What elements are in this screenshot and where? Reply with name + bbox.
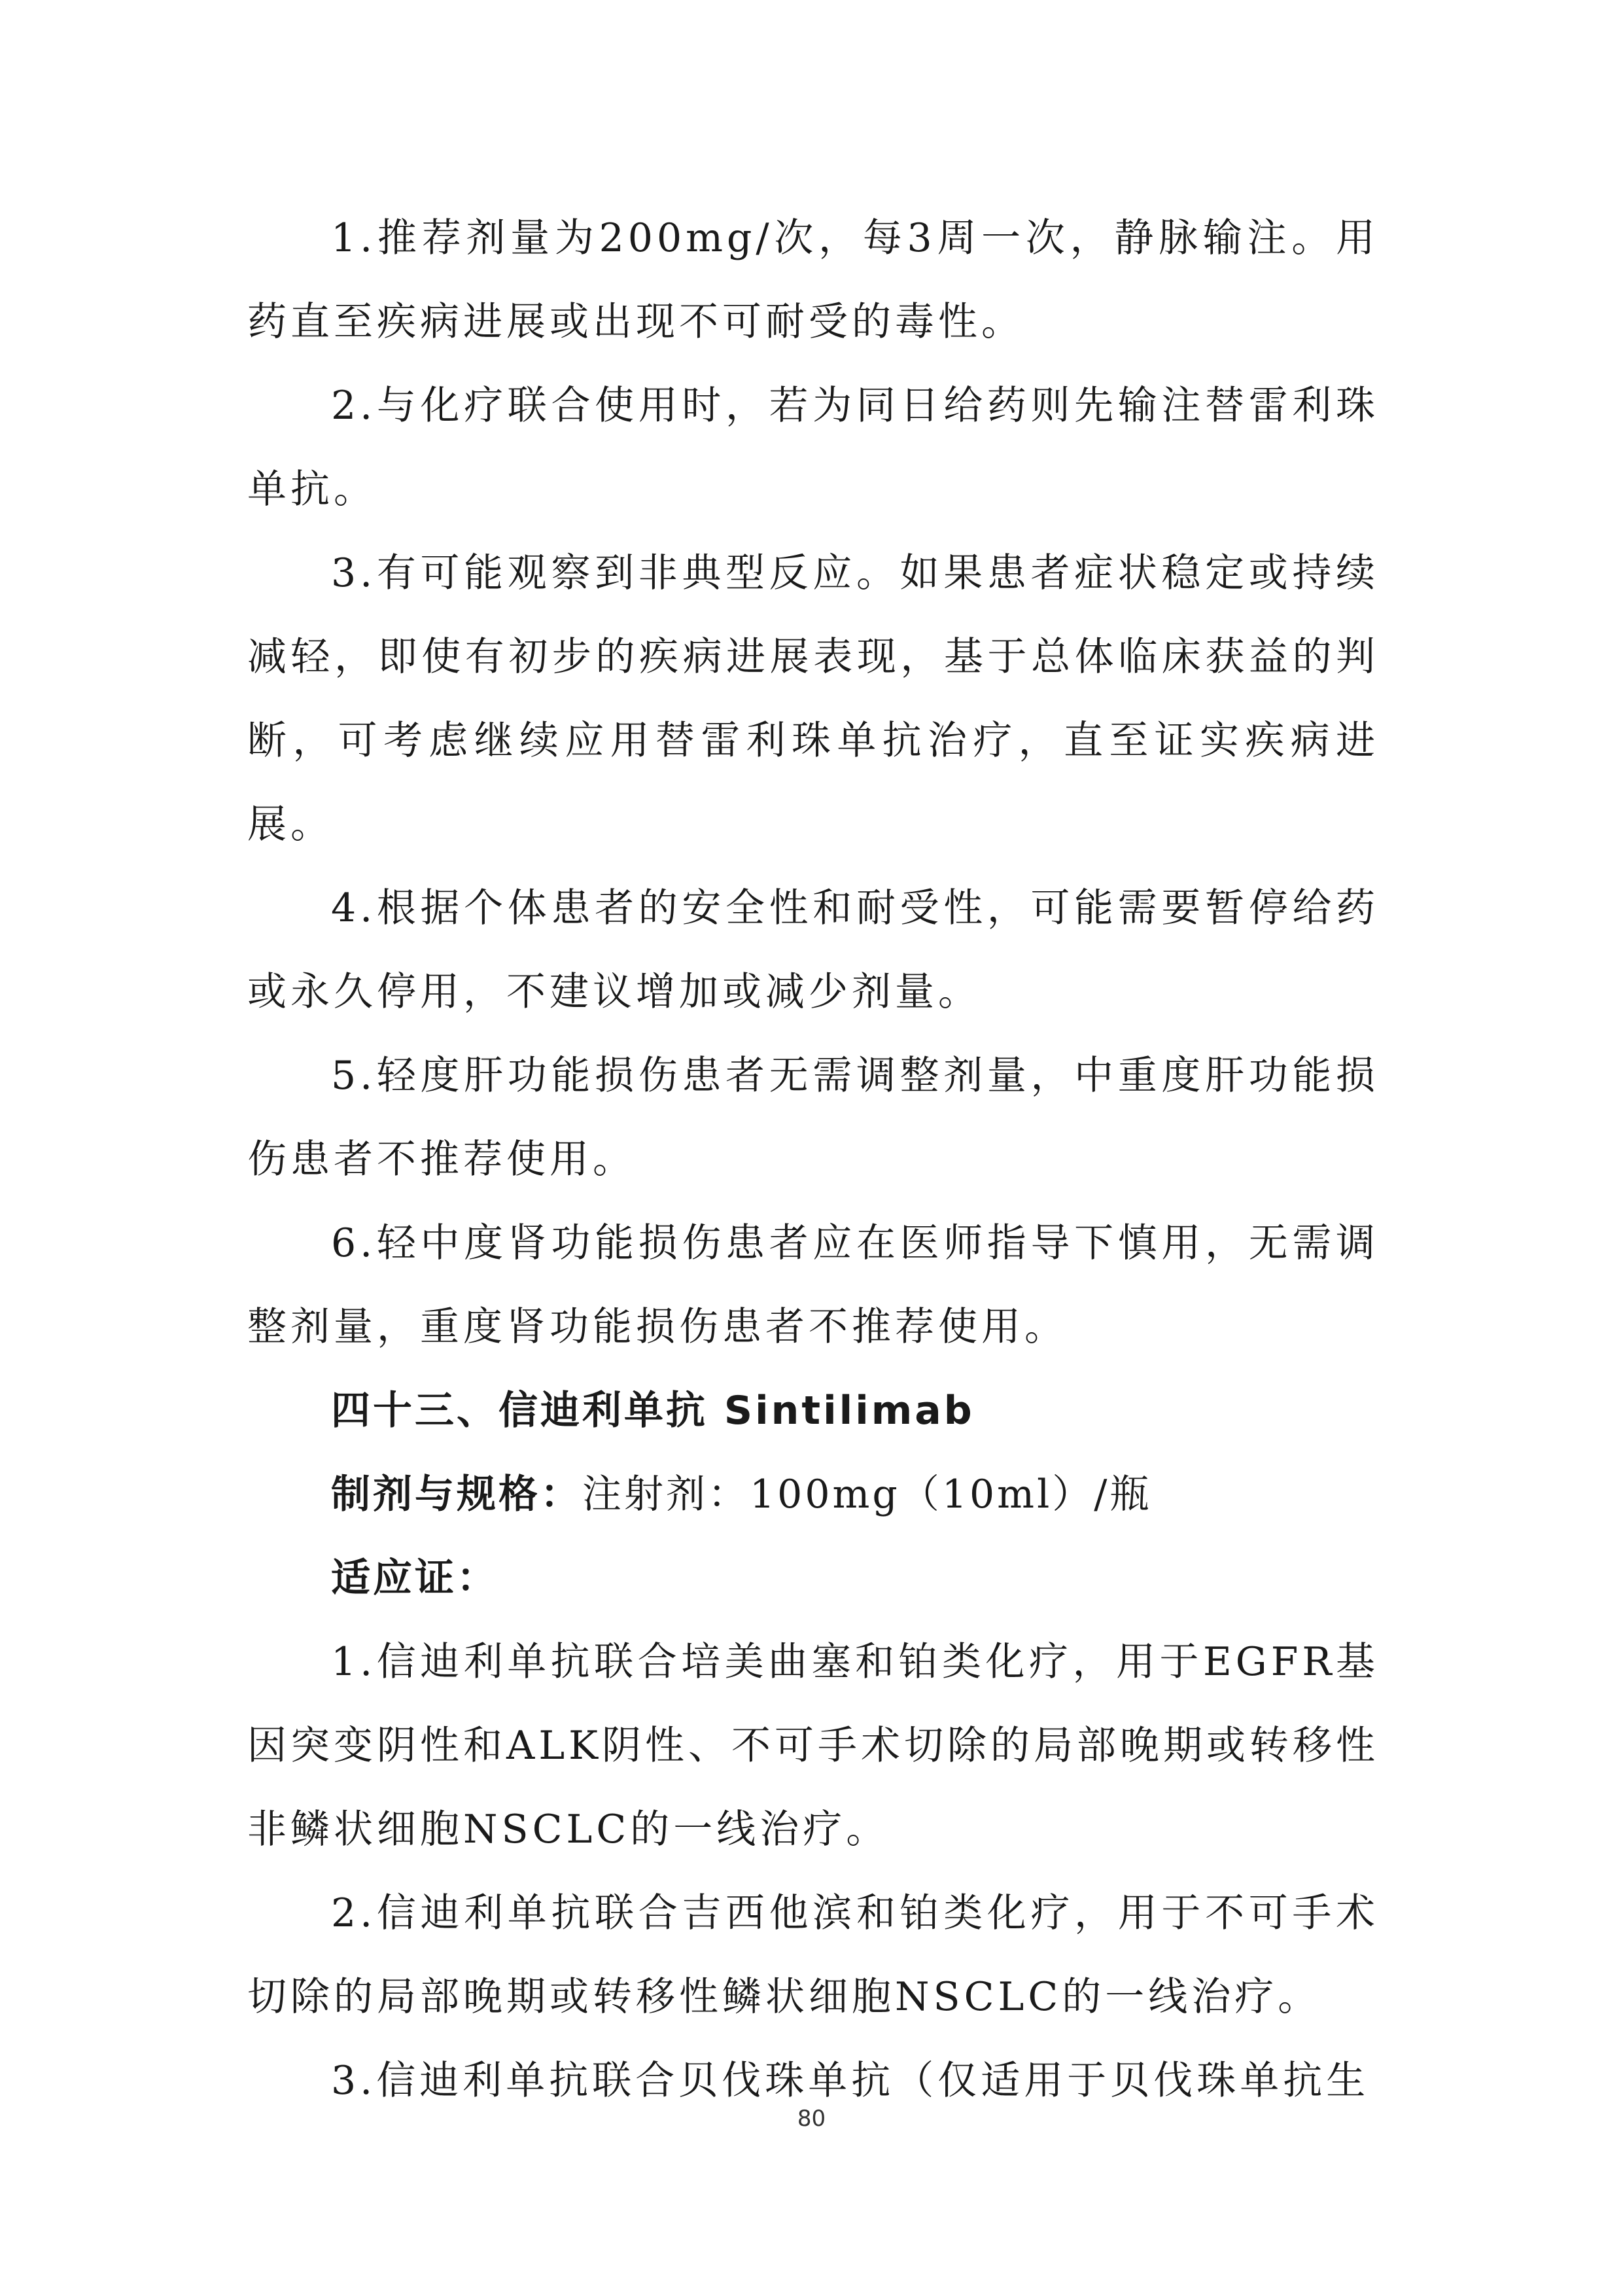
- indication-item-3: 3.信迪利单抗联合贝伐珠单抗（仅适用于贝伐珠单抗生: [331, 2058, 1370, 2104]
- dosage-item-2: 2.与化疗联合使用时，若为同日给药则先输注替雷利珠单抗。: [247, 383, 1379, 512]
- indication-label: 适应证：: [331, 1555, 498, 1601]
- indication-heading: [247, 1536, 1379, 1620]
- section-title: 四十三、信迪利单抗 Sintilimab: [331, 1388, 975, 1434]
- dosage-item-5: 5.轻度肝功能损伤患者无需调整剂量，中重度肝功能损伤患者不推荐使用。: [247, 1053, 1379, 1182]
- dosage-item-1: 1.推荐剂量为200mg/次，每3周一次，静脉输注。用药直至疾病进展或出现不可耐受的毒性。: [247, 215, 1379, 345]
- body-text: [247, 196, 1379, 2123]
- dosage-item-3: 3.有可能观察到非典型反应。如果患者症状稳定或持续减轻，即使有初步的疾病进展表现，基于总体临床获益的判断，可考虑继续应用替雷利珠单抗治疗，直至证实疾病进展。: [247, 550, 1379, 847]
- page-number: 80: [797, 2106, 826, 2132]
- dosage-item-6: 6.轻中度肾功能损伤患者应在医师指导下慎用，无需调整剂量，重度肾功能损伤患者不推荐使用。: [247, 1220, 1379, 1350]
- dosage-item-4: 4.根据个体患者的安全性和耐受性，可能需要暂停给药或永久停用，不建议增加或减少剂量。: [247, 885, 1379, 1015]
- indication-item-1: 1.信迪利单抗联合培美曲塞和铂类化疗，用于EGFR基因突变阴性和ALK阴性、不可手术切除的局部晚期或转移性非鳞状细胞NSCLC的一线治疗。: [247, 1639, 1379, 1852]
- spec-line: [247, 1453, 1379, 1536]
- spec-label: 制剂与规格：: [331, 1472, 582, 1517]
- spec-value: 注射剂：100mg（10ml）/瓶: [582, 1472, 1152, 1517]
- indication-item-2: 2.信迪利单抗联合吉西他滨和铂类化疗，用于不可手术切除的局部晚期或转移性鳞状细胞NSCLC的一线治疗。: [247, 1890, 1379, 2020]
